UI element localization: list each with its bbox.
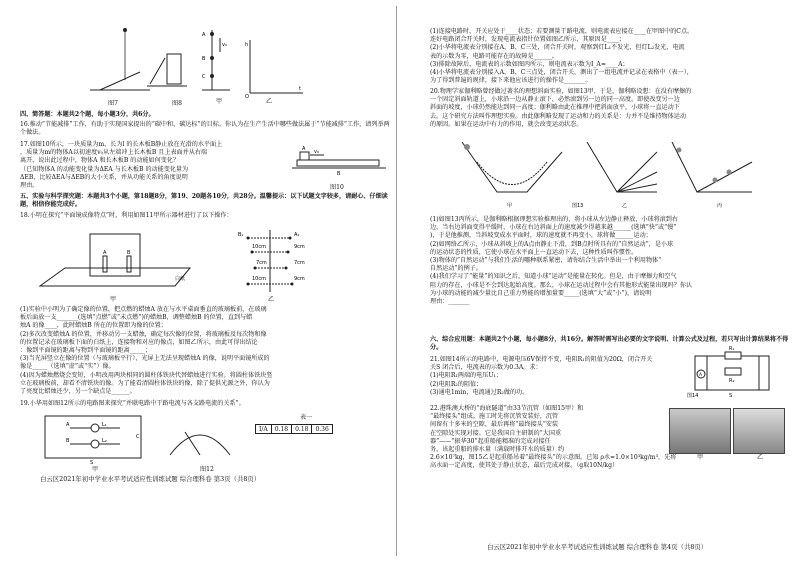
figure-10 — [292, 144, 387, 180]
q19-line: (2)小华将电流表分别接在A、B、C三处，闭合开关时，观察到灯L₁不发光，但灯L₂发光，电流 — [430, 44, 685, 52]
q19-line: 表的示数为零，电路可能存在的故障是______。 — [430, 52, 558, 60]
section-4-title: 四、简答题：本题共2个题，每小题3分，共6分。 — [20, 111, 155, 118]
q21-line: (3)通电1min，电流通过R₂做的功。 — [430, 388, 529, 396]
fig14-label-r1: R₁ — [729, 346, 735, 352]
q20-body-line: (3)物体的“自然运动”与我们生活的哪种联系紧密，请你结合生活中举出一个利用物体“ — [430, 257, 662, 265]
q20-line: 去。这个研究方法叫作理想实验。由此伽利略发现了运动和力的关系是：力并不是维持物体运动 — [430, 112, 686, 120]
q17-line: 离开，说出此过程中，物体A 和长木板B 的动能如何变化？ — [20, 157, 180, 165]
table-title: 表一 — [300, 414, 313, 421]
q18-line: 了亮度比蜡烛还少，另一个缺点是______。 — [20, 388, 136, 396]
q19-line: (1)连接电路时，开关应处于____状态；若要测量干路电流，则电流表应接在____在甲图中的C点。 — [430, 28, 694, 35]
fig15a-caption: 甲 — [697, 454, 704, 461]
fig10-caption: 图10 — [330, 184, 344, 191]
question-18-intro: 18.小明在探究“平面镜成像特点”时，利用如图11甲所示器材进行了以下操作： — [20, 212, 233, 219]
q18-line: (3)当光屏竖立在像的位置（与玻璃板平行），光屏上无法呈现蜡烛A 的像，说明平面镜所成的 — [20, 355, 270, 363]
q20-body-line: 边，当右边斜面变得平缓时，小球在右边斜面上的速度减少得越来越______(选填“快”或“慢” — [430, 224, 677, 232]
question-16: 16.推动“节能减排”工作，有助于实现国家提出的“碳中和、碳达标”的目标。你认为在生产生活中哪些做法属于“节能减排”工作，请列举两个做法。 — [20, 121, 390, 137]
fig14-label-s: S — [729, 393, 733, 399]
q22-line: 2.6×10⁷kg，图15乙是起重船吊着“最终接头”的示意图。已知 ρ水=1.0×10³kg/m³，先将 — [430, 454, 677, 462]
figure-15a — [669, 408, 731, 454]
label-v0: v₀ — [222, 42, 227, 48]
q22-line: 务，该起重船的排水量（满载时排开水的质量）约 — [430, 446, 565, 454]
q20-body-line: (2)如网络乙所示，小球从斜坡上的A点由静止下滑，到B点时所具有的“自然运动”，是小球 — [430, 240, 674, 248]
fig14-label-r2: R₂ — [729, 378, 735, 384]
left-footer: 白云区2021年初中学业水平考试适应性训练试题 综合理科卷 第3页（共8页） — [40, 475, 261, 483]
label-o: O — [245, 94, 249, 100]
question-20-body — [430, 216, 790, 306]
fig12-label-c: C — [136, 434, 140, 440]
fig12-label-l2: L₂ — [102, 438, 107, 444]
fig11-label-b1: B₁ — [238, 232, 244, 238]
fig12-label-l1: L₁ — [102, 422, 107, 428]
fig11-label-b: B — [127, 250, 131, 256]
fig10-label-b: B — [337, 171, 341, 177]
q20-body-line: )，于是他推测，当斜坡变成水平面时，球的速度就不再变小，球将做______运动； — [430, 232, 652, 240]
q18-line: ：像到平面镜的距离与物到平面镜的距离_____； — [20, 347, 152, 355]
table-cell: 0.18 — [271, 425, 291, 434]
fig11-label-d4: 7cm — [294, 260, 305, 266]
q20-body-line: 理由：_______ — [430, 298, 470, 306]
q18-line: (4)因为蜡烛燃烧会变短，小明改用两块相同的圆柱体铁块代替蜡烛进行实验。将圆柱体铁块竖 — [20, 371, 273, 379]
question-18-body — [20, 306, 390, 396]
fig11a-caption: 甲 — [110, 296, 117, 303]
figure-13 — [457, 132, 757, 210]
figure-9b — [245, 38, 305, 98]
fig11-label-d6: 9cm — [294, 276, 305, 282]
q20-body-line: 阻力的存在，小球是不会到达起始高度。那么，小球在运动过程中会有其他形式能量出现吗？你认 — [430, 281, 693, 289]
q21-line: 关S 闭合后，电流表的示数为0.3A。求： — [430, 364, 542, 372]
fig10-label-a: A — [302, 146, 306, 152]
fig15b-caption: 乙 — [757, 454, 764, 461]
figure-15b — [733, 408, 785, 454]
q22-line: 在空隙处实现对接。它是我国自主研制的“大国重 — [430, 429, 562, 437]
q22-line: 高水面一定高度，使其处于静止状态，最后完成对接。（g取10N/kg） — [430, 462, 619, 470]
q18-line: (2)多次改变蜡烛A 的位置，并移动另一支蜡烛，确定每次像的位置，将玻璃板及每次物和像 — [20, 330, 267, 338]
fig11-label-d2: 9cm — [294, 244, 305, 250]
fig12-label-a: A — [66, 422, 70, 428]
q21-line: 21.如图14所示的电路中，电源电压6V保持不变，电阻R₁的阻值为20Ω，闭合开关 — [430, 356, 653, 363]
figure-11b — [210, 228, 330, 294]
q18-line: 像是_____（选填“虚”或“实”）像。 — [20, 363, 115, 371]
figure-12-ammeter — [165, 420, 235, 460]
figure-11a — [35, 228, 195, 293]
q19-line: (4)小华将电流表分别接入A、B、C三点处，闭合开关，测出了一组电流并记录在表格中（表一）， — [430, 69, 693, 77]
right-page — [397, 0, 794, 561]
q18-line: 立在玻璃板前，却看不清铁块的像。为了能看清圆柱体铁块的像，除了提供光源之外，你认为 — [20, 379, 270, 387]
fig11-label-d3: 7cm — [256, 260, 267, 266]
q20-body-line: (4)我们学习了“能量”的知识之后，知道小球“运动”是能量在转化。但是，由于摩擦力和空气 — [430, 273, 677, 281]
question-20-text — [430, 88, 790, 129]
fig11-label-d1: 10cm — [252, 244, 266, 250]
label-c: C — [202, 74, 206, 80]
section-5-title: 五、实验与科学探究题：本题共3个小题，第18题8分，第19、20题各10分，共28分。温馨提示：以下试题文字较多，请耐心、仔细读题，相信你能完成好。 — [20, 193, 388, 209]
q17-line: 理由。 — [20, 182, 39, 190]
q17-line: ，质量为m的物体A以初速度v₀从左端冲上长木板B 且上表面并从右端 — [20, 149, 208, 157]
table-cell: I/A — [256, 425, 272, 434]
q18-line: 的位置记录在玻璃板下面的白纸上，连接物和对应的像点，如图乙所示，由此可得出结论 — [20, 338, 258, 346]
q22-line: 器”——“振华30”起重船能精准的完成对接任 — [430, 437, 551, 445]
fig13-label-c: 丙 — [717, 203, 723, 209]
q18-line: 板后面放一支_______(选填“点燃”或“未点燃”)的蜡烛B，调整蜡烛B 的位置，直到与蜡 — [20, 314, 253, 322]
q22-line: 间留有十多米的空隙，最后再将“最终接头”安装 — [430, 421, 559, 429]
fig9a-caption: 甲 — [216, 98, 223, 105]
fig13-caption: 图13 — [572, 203, 584, 209]
q19-line: (3)排除故障后，电流表的示数如图丙所示，则电流表示数为I_A=____A； — [430, 60, 629, 68]
q20-line: 斜面的坡度，小球仍然能达到同一高度；伽利略由此在推理中把斜面放平，小球将一直运动下 — [430, 104, 680, 112]
table-cell: 0.36 — [312, 425, 332, 434]
fig14-label-a: A — [699, 373, 703, 378]
section-6-title: 六、综合应用题：本题共2个小题，每小题8分，共16分。解答时需写出必要的文字说明、计算公式及过程，若只写出计算结果将不得分。 — [430, 336, 789, 352]
fig11-label-paper: 白纸 — [175, 276, 186, 282]
q21-line: (2)电阻R₂的阻值； — [430, 380, 483, 388]
data-table — [255, 424, 333, 434]
q17-line: ΔEB，比较ΔEA与ΔEB的大小关系，并从功能关系的角度说明 — [20, 173, 188, 181]
label-a: A — [202, 32, 206, 38]
q22-line: 22.港珠澳大桥的“海底隧道”由33节沉管（如图15甲）和 — [430, 405, 584, 412]
q20-body-line: 自然运动”的例子。 — [430, 265, 482, 273]
fig12-label-s: S — [90, 460, 94, 466]
q21-line: (1)电阻R₁两端的电压U₁； — [430, 372, 502, 380]
q17-line: （已知物体A 的动能变化量为ΔEA 与长木板B 的动能变化量为 — [20, 165, 189, 173]
q20-line: 的原因。如果在运动中有力的作用，就会改变运动状态。 — [430, 120, 583, 128]
fig11b-caption: 乙 — [268, 296, 275, 303]
q20-body-line: 的运动状态的性质，它使小球在水平面上一直运动下去，这种性质叫作惯性。 — [430, 248, 638, 256]
figure-12a — [40, 412, 150, 464]
fig11-label-d5: 10cm — [252, 276, 266, 282]
fig11-label-a1: A₁ — [294, 232, 300, 238]
q20-body-line: 为小球的动能的减少量比自己重力势能的增加量要_____(选填“大”或“小”)，请说明 — [430, 289, 652, 297]
q18-line: (1)实验中小明为了确定像的位置，把点燃的蜡烛A 放在与水平桌面垂直的玻璃板前，在玻璃 — [20, 306, 267, 313]
fig12-label-b: B — [66, 438, 70, 444]
question-17 — [20, 141, 290, 190]
fig7-caption: 图7 — [108, 100, 118, 107]
figure-14 — [687, 346, 777, 399]
fig9b-caption: 乙 — [266, 98, 273, 105]
fig14-caption: 图14 — [687, 393, 699, 399]
fig11-label-a: A — [103, 250, 107, 256]
fig10-label-v: v₀ — [314, 149, 319, 155]
fig12a-caption: 甲 — [92, 466, 99, 473]
q19-line: 连好电路闭合开关时，发现电流表指针位置如图乙所示，其原因是____； — [430, 36, 625, 44]
q22-line: “最终接头”组成。施工时先将沉管安装好，沉管 — [430, 413, 559, 421]
fig13-label-a: 甲 — [507, 203, 513, 209]
label-t: t — [299, 86, 301, 92]
fig8-caption: 图8 — [172, 100, 182, 107]
fig12b-caption: 图12 — [200, 466, 214, 473]
q20-line: 一个固定斜面轨道上，小球沿一边从静止滚下，必然滚到另一边的同一高度。即使改变另一边 — [430, 96, 680, 104]
q20-body-line: (1)如图13丙所示，是伽利略根据理想实验推理出的，将小球从左边静止释放，小球将滚到右 — [430, 216, 678, 223]
q19-line: 为了得到普遍的规律，接下来他应该进行的操作是_______。 — [430, 77, 592, 85]
question-21 — [430, 356, 680, 397]
q20-line: 20.物理学家伽利略曾经做过著名的理想斜面实验，如图13甲，于是，伽利略设想：在没有摩擦的 — [430, 88, 692, 95]
figure-8 — [145, 48, 190, 98]
figure-9a — [200, 28, 245, 98]
question-19-body — [430, 28, 790, 85]
q18-line: 烛A 的像____，此时蜡烛B 所在的位置即为像的位置； — [20, 322, 167, 330]
table-cell: 0.18 — [292, 425, 312, 434]
label-b: B — [202, 56, 206, 62]
q17-line: 17.如图10所示，一块质量为m、长为l 的长木板B静止放在光滑的水平面上 — [20, 141, 223, 148]
fig13-label-b: 乙 — [622, 203, 628, 209]
table-row — [256, 425, 333, 434]
right-footer: 白云区2021年初中学业水平考试适应性训练试题 综合理科卷 第4页（共8页） — [487, 543, 708, 551]
question-19-intro: 19.小华用如图12所示的电路图来探究“并联电路中干路电流与各支路电流的关系”。 — [20, 400, 245, 407]
label-h: h — [245, 42, 249, 48]
